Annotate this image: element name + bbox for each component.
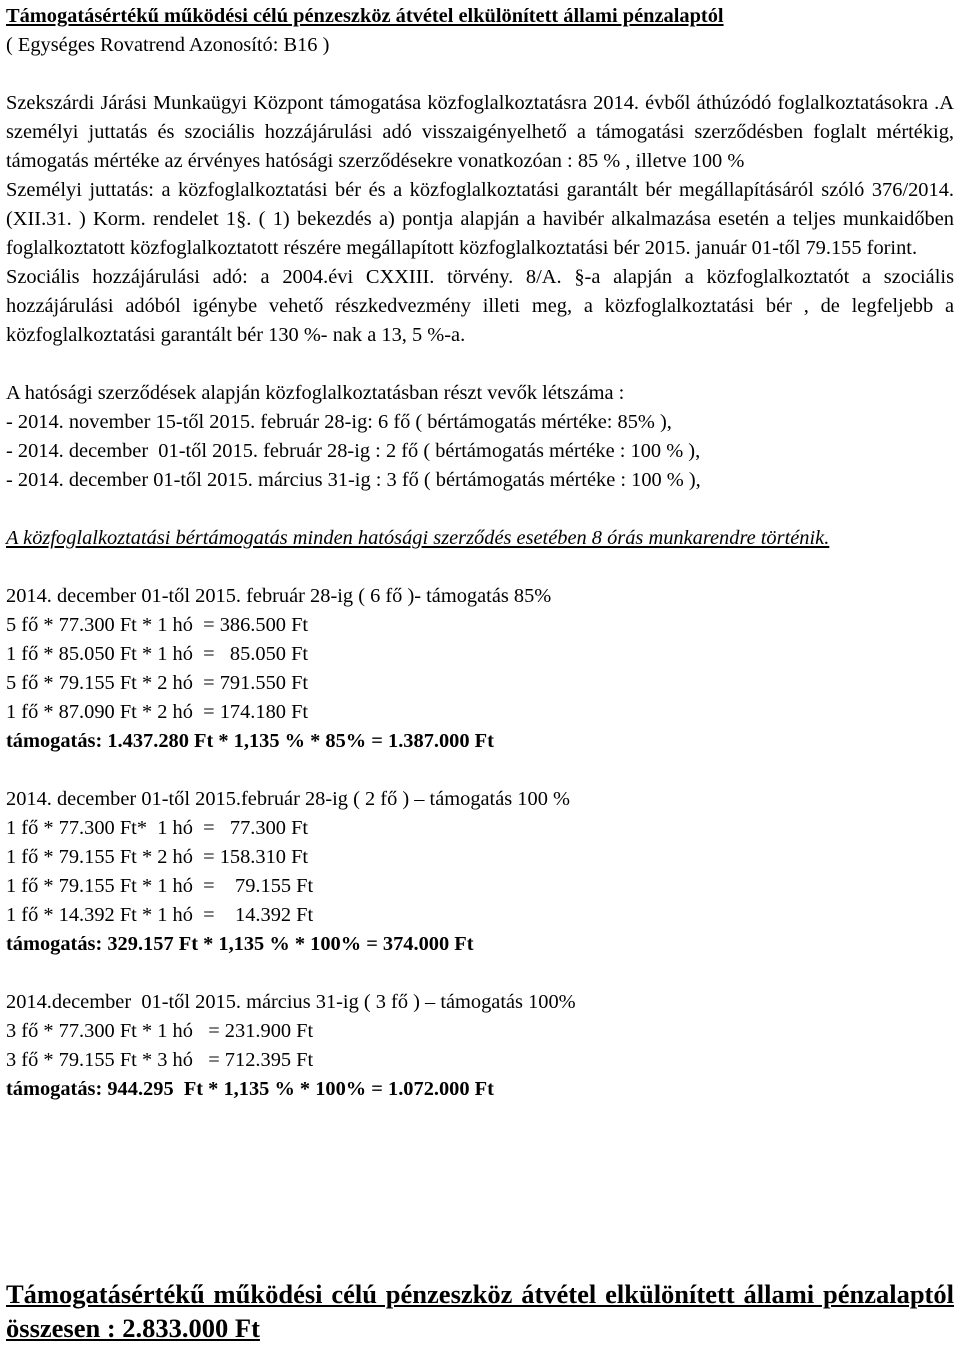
spacer xyxy=(6,553,954,582)
calculation-heading: 2014. december 01-től 2015.február 28-ig ( 2 fő ) – támogatás 100 % xyxy=(6,788,570,810)
calculation-line: 1 fő * 79.155 Ft * 1 hó = 79.155 Ft xyxy=(6,875,314,897)
spacer xyxy=(6,756,954,785)
social-contribution-paragraph: Szociális hozzájárulási adó: a 2004.évi CXXIII. törvény. 8/A. §-a alapján a közfoglalkoztatót a szociális hozzájárulási adóból igénybe vehető részkedvezmény illeti meg, a közfoglalkoztatási bér , de legfeljebb a közfoglalkoztatási garantált bér 130 %- nak a 13, 5 %-a. xyxy=(6,266,954,346)
spacer xyxy=(6,959,954,988)
calculation-block xyxy=(6,988,954,1104)
calculation-line: 1 fő * 79.155 Ft * 2 hó = 158.310 Ft xyxy=(6,846,309,868)
calculation-line: 3 fő * 77.300 Ft * 1 hó = 231.900 Ft xyxy=(6,1020,314,1042)
headcount-item: - 2014. december 01-től 2015. március 31-ig : 3 fő ( bértámogatás mértéke : 100 % ), xyxy=(6,469,701,491)
document-title: Támogatásértékű működési célú pénzeszköz átvétel elkülönített állami pénzalaptól xyxy=(6,5,724,27)
spacer xyxy=(6,350,954,379)
spacer xyxy=(6,60,954,89)
calculation-line: 5 fő * 77.300 Ft * 1 hó = 386.500 Ft xyxy=(6,614,309,636)
spacer xyxy=(6,495,954,524)
personal-allowance-paragraph: Személyi juttatás: a közfoglalkoztatási bér és a közfoglalkoztatási garantált bér megállapításáról szóló 376/2014.(XII.31. ) Korm. rendelet 1§. ( 1) bekezdés a) pontja alapján a havibér alkalmazása esetén a teljes munkaidőben foglalkoztatott közfoglalkoztatott részére megállapított közfoglalkoztatási bér 2015. január 01-től 79.155 forint. xyxy=(6,179,954,259)
headcount-heading: A hatósági szerződések alapján közfoglalkoztatásban részt vevők létszáma : xyxy=(6,382,625,404)
intro-paragraph: Szekszárdi Járási Munkaügyi Központ támogatása közfoglalkoztatásra 2014. évből áthúzódó foglalkoztatásokra .A személyi juttatás és szociális hozzájárulási adó visszaigényelhető a támogatási szerződésben foglalt mértékig, támogatás mértéke az érvényes hatósági szerződésekre vonatkozóan : 85 % , illetve 100 % xyxy=(6,92,954,172)
headcount-item: - 2014. november 15-től 2015. február 28-ig: 6 fő ( bértámogatás mértéke: 85% ), xyxy=(6,411,672,433)
calculation-heading: 2014.december 01-től 2015. március 31-ig ( 3 fő ) – támogatás 100% xyxy=(6,991,576,1013)
document-page xyxy=(0,2,960,1349)
calculation-total: támogatás: 329.157 Ft * 1,135 % * 100% = 374.000 Ft xyxy=(6,933,474,955)
calculation-line: 1 fő * 85.050 Ft * 1 hó = 85.050 Ft xyxy=(6,643,309,665)
calculation-block xyxy=(6,785,954,959)
calculation-line: 5 fő * 79.155 Ft * 2 hó = 791.550 Ft xyxy=(6,672,309,694)
working-hours-note: A közfoglalkoztatási bértámogatás minden hatósági szerződés esetében 8 órás munkarendre történik. xyxy=(6,527,830,549)
calculation-block xyxy=(6,582,954,756)
grand-total: Támogatásértékű működési célú pénzeszköz átvétel elkülönített állami pénzalaptól összesen : 2.833.000 Ft xyxy=(6,1279,954,1343)
calculation-heading: 2014. december 01-től 2015. február 28-ig ( 6 fő )- támogatás 85% xyxy=(6,585,552,607)
calculation-line: 1 fő * 14.392 Ft * 1 hó = 14.392 Ft xyxy=(6,904,314,926)
calculation-total: támogatás: 1.437.280 Ft * 1,135 % * 85% = 1.387.000 Ft xyxy=(6,730,494,752)
headcount-item: - 2014. december 01-től 2015. február 28-ig : 2 fő ( bértámogatás mértéke : 100 % ), xyxy=(6,440,701,462)
calculation-total: támogatás: 944.295 Ft * 1,135 % * 100% = 1.072.000 Ft xyxy=(6,1078,494,1100)
calculation-line: 1 fő * 87.090 Ft * 2 hó = 174.180 Ft xyxy=(6,701,309,723)
calculation-line: 1 fő * 77.300 Ft* 1 hó = 77.300 Ft xyxy=(6,817,309,839)
calculation-line: 3 fő * 79.155 Ft * 3 hó = 712.395 Ft xyxy=(6,1049,314,1071)
document-subtitle: ( Egységes Rovatrend Azonosító: B16 ) xyxy=(6,34,330,56)
